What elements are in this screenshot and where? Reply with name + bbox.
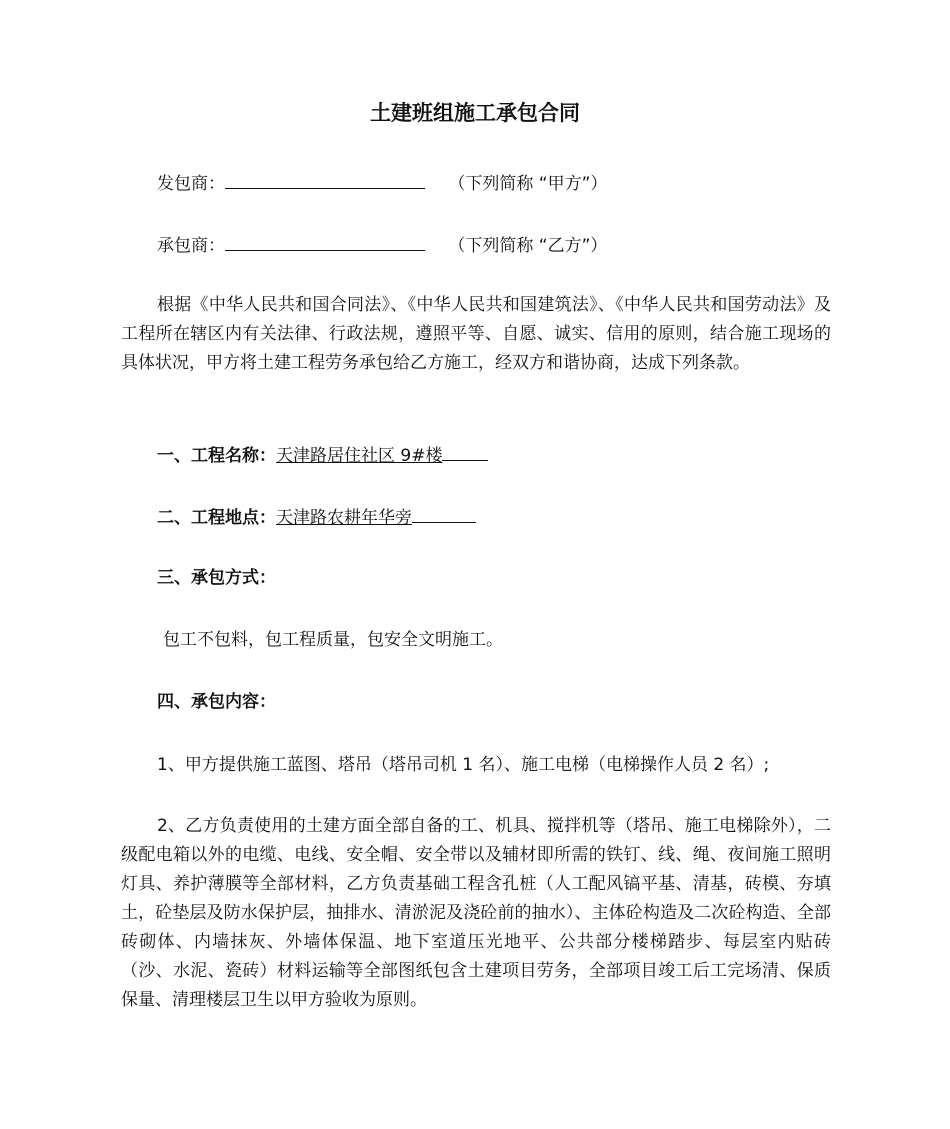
document-title: 土建班组施工承包合同 bbox=[370, 101, 580, 125]
party-a-label: 发包商： bbox=[157, 174, 225, 194]
section-4-item-1: 1、甲方提供施工蓝图、塔吊（塔吊司机 1 名）、施工电梯（电梯操作人员 2 名）; bbox=[157, 755, 770, 775]
party-a-line bbox=[157, 172, 607, 194]
section-3-heading: 三、承包方式： bbox=[157, 568, 276, 588]
section-1 bbox=[157, 444, 488, 466]
section-2-heading: 二、工程地点： bbox=[157, 508, 276, 528]
party-b-blank bbox=[225, 234, 425, 251]
section-4-heading: 四、承包内容： bbox=[157, 692, 276, 712]
section-1-blank bbox=[442, 444, 488, 461]
section-1-value: 天津路居住社区 9#楼 bbox=[276, 446, 443, 466]
section-3-body: 包工不包料，包工程质量，包安全文明施工。 bbox=[163, 630, 503, 650]
section-4-item-2: 2、乙方负责使用的土建方面全部自备的工、机具、搅拌机等（塔吊、施工电梯除外），二级配电箱以外的电缆、电线、安全帽、安全带以及辅材即所需的铁钉、线、绳、夜间施工照明灯具、养护薄膜等全部材料，乙方负责基础工程含孔桩（人工配风镐平基、清基，砖模、夯填土，砼垫层及防水保护层，抽排水、清淤泥及浇砼前的抽水）、主体砼构造及二次砼构造、全部砖砌体、内墙抹灰、外墙体保温、地下室道压光地平、公共部分楼梯踏步、每层室内贴砖（沙、水泥、瓷砖）材料运输等全部图纸包含土建项目劳务，全部项目竣工后工完场清、保质保量、清理楼层卫生以甲方验收为原则。 bbox=[121, 816, 831, 1010]
party-a-blank bbox=[225, 172, 425, 189]
party-b-note: （下列简称 “乙方”） bbox=[448, 236, 608, 256]
party-a-note: （下列简称 “甲方”） bbox=[448, 174, 608, 194]
preamble-paragraph: 根据《中华人民共和国合同法》、《中华人民共和国建筑法》、《中华人民共和国劳动法》及工程所在辖区内有关法律、行政法规，遵照平等、自愿、诚实、信用的原则，结合施工现场的具体状况，甲方将土建工程劳务承包给乙方施工，经双方和谐协商，达成下列条款。 bbox=[121, 295, 831, 373]
section-2 bbox=[157, 506, 476, 528]
party-b-line bbox=[157, 234, 607, 256]
party-b-label: 承包商： bbox=[157, 236, 225, 256]
section-1-heading: 一、工程名称： bbox=[157, 446, 276, 466]
section-2-blank bbox=[412, 506, 476, 523]
section-2-value: 天津路农耕年华旁 bbox=[276, 508, 412, 528]
